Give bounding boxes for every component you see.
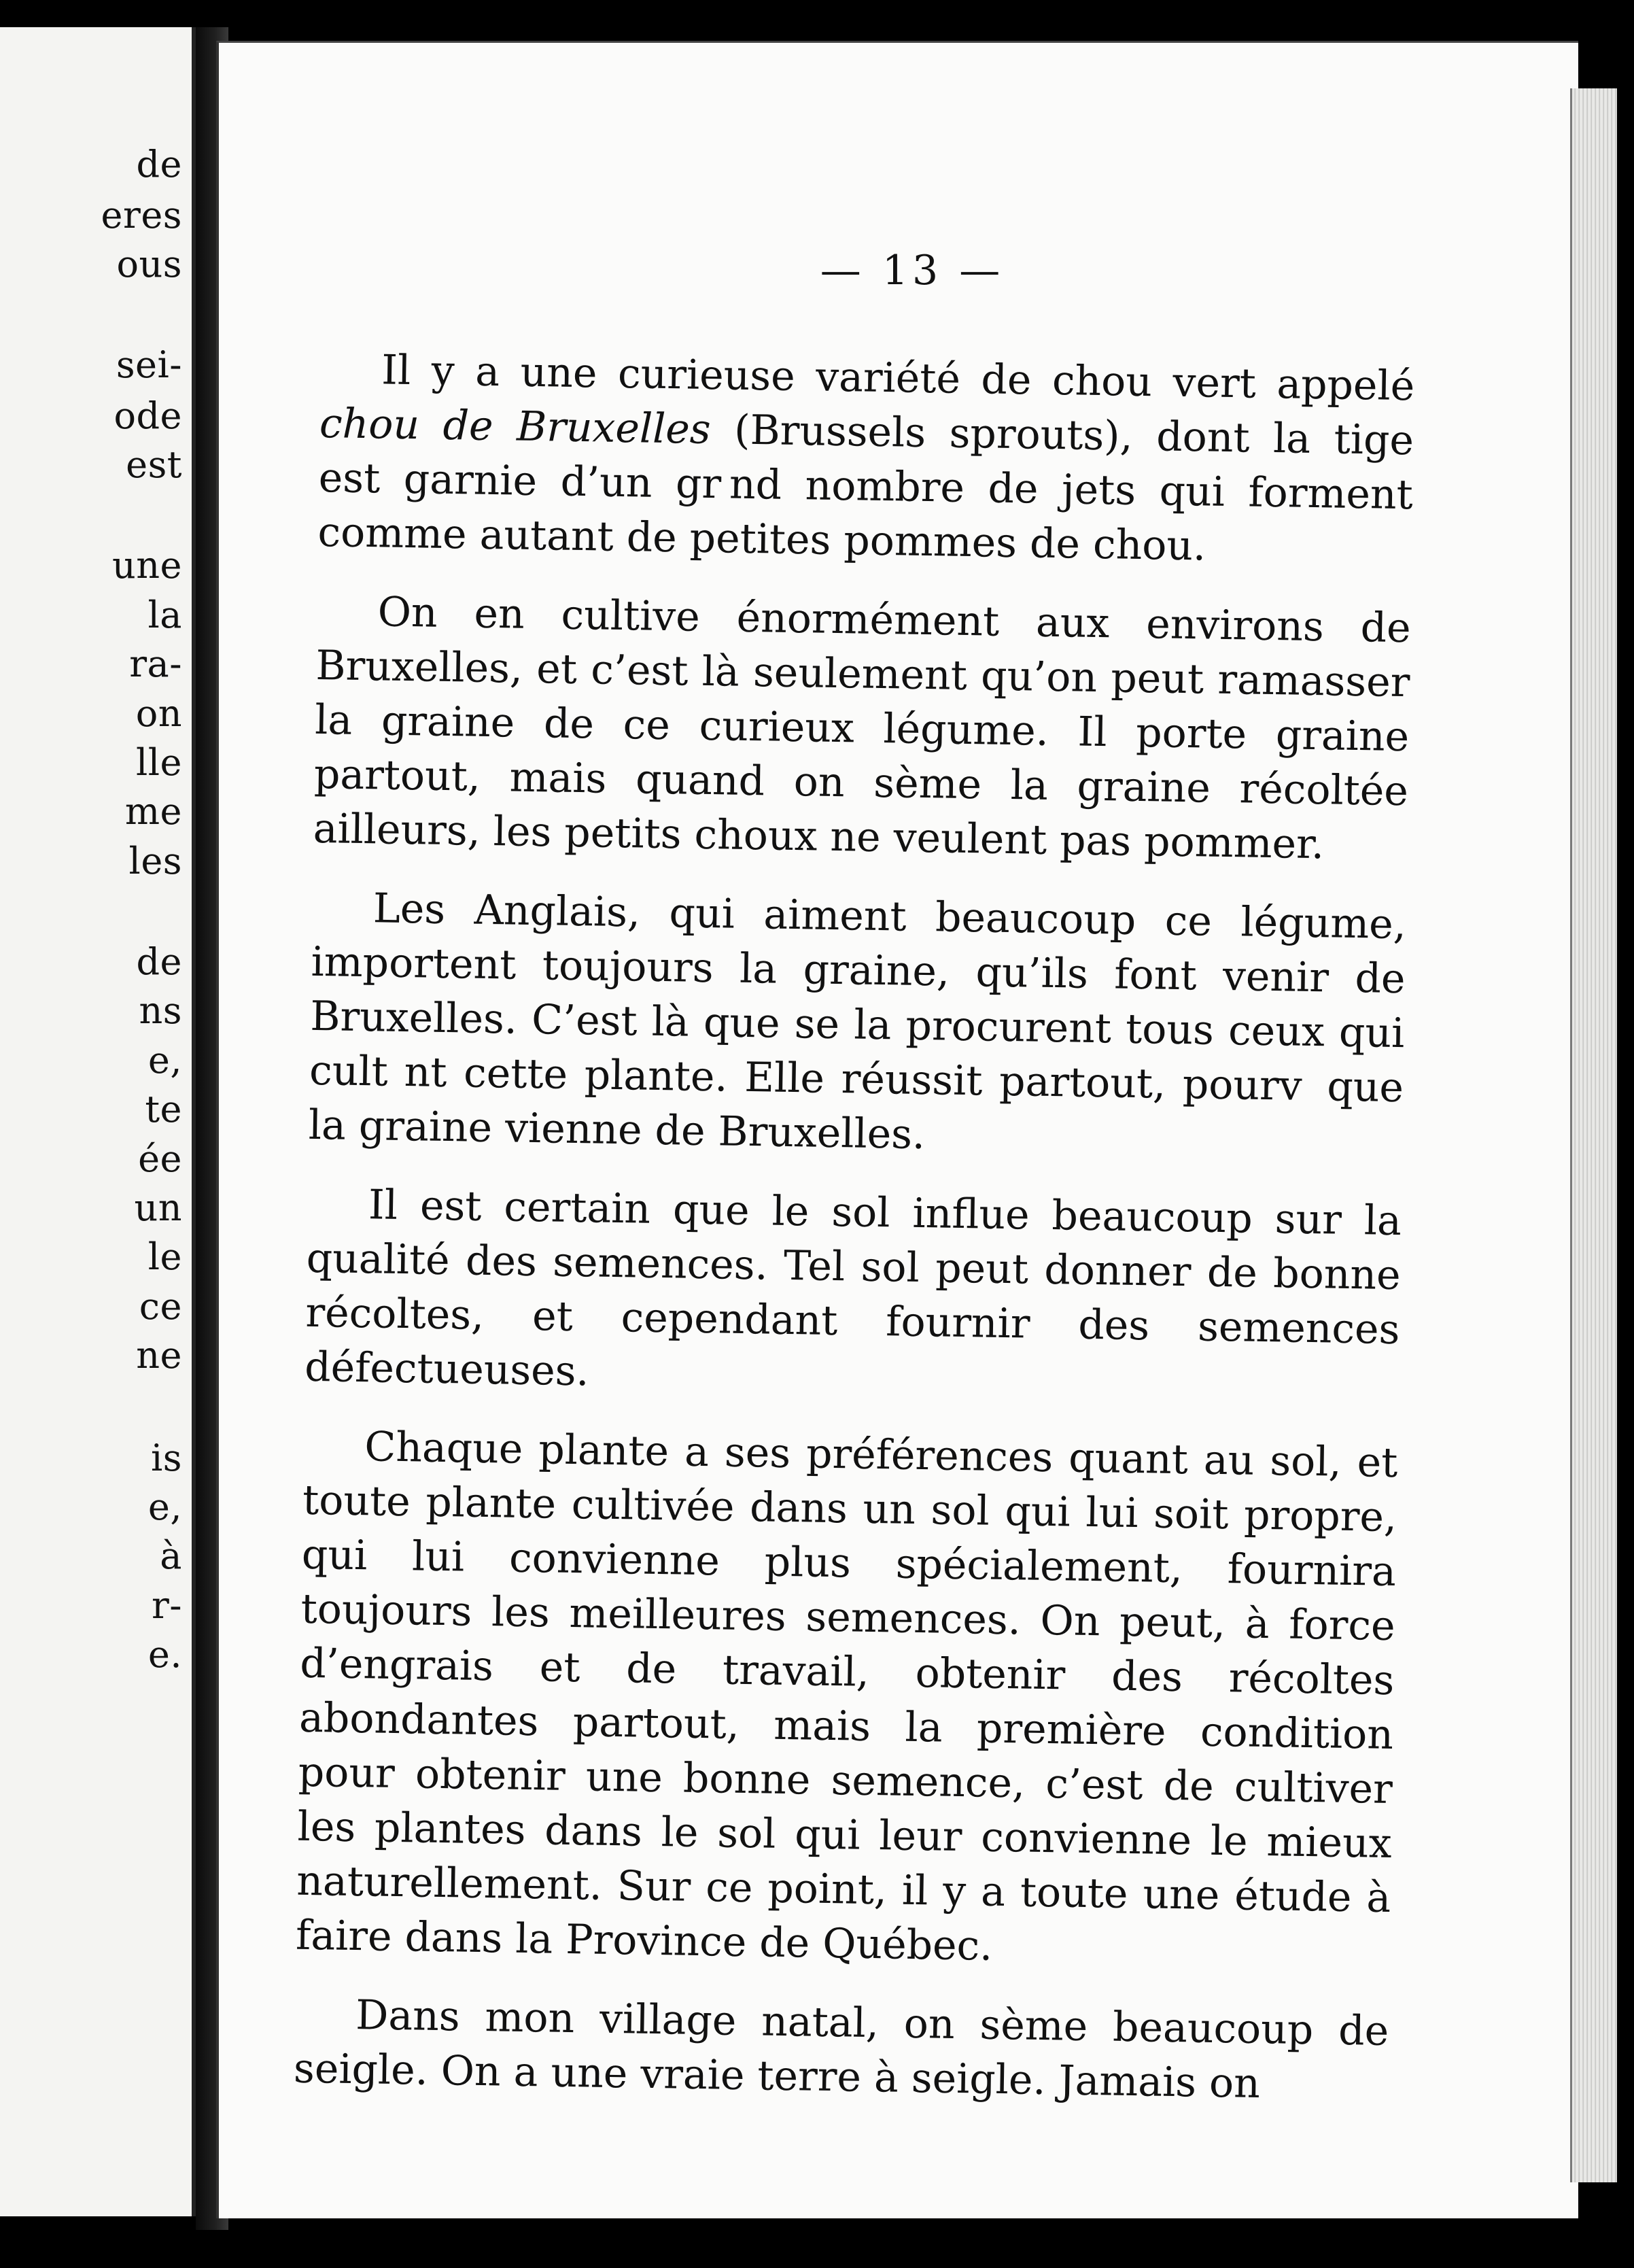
italic-term: chou de Bruxelles: [319, 399, 712, 454]
left-page-fragment: est: [126, 443, 182, 486]
paragraph: On en cultive énormément aux environs de Bruxelles, et c’est là seulement qu’on peut ramasser la graine de ce curieux légume. Il porte graine partout, mais quand on sème la graine récoltée ailleurs, les petits choux ne veulent pas pommer.: [313, 588, 1412, 869]
left-page-fragment: sei-: [116, 343, 182, 386]
left-page-fragment: ce: [139, 1285, 182, 1328]
left-page-fragment: de: [136, 940, 182, 983]
left-page-fragment: is: [151, 1437, 182, 1479]
left-page-fragment: eres: [101, 194, 182, 237]
left-page-fragment: e,: [147, 1039, 182, 1082]
left-page-fragment: un: [134, 1186, 182, 1229]
left-page-fragment: la: [147, 594, 182, 636]
main-page: [216, 41, 1578, 2218]
left-page-fragment: on: [135, 692, 182, 735]
left-page-fragment: ous: [116, 243, 182, 286]
left-page-fragment: ne: [136, 1334, 182, 1377]
left-page-fragment: les: [128, 840, 182, 882]
paragraph: Les Anglais, qui aiment beaucoup ce légume, importent toujours la graine, qu’ils font venir de Bruxelles. C’est là que se la procurent tous ceux qui cult nt cette plante. Elle réussit partout, pourv que la graine vienne de Bruxelles.: [308, 884, 1407, 1159]
left-page-fragment: r-: [151, 1584, 182, 1627]
left-page-fragment: le: [147, 1235, 182, 1278]
paragraph: Dans mon village natal, on sème beaucoup de seigle. On a une vraie terre à seigle. Jamais on: [293, 1991, 1389, 2108]
left-page-fragment: de: [136, 143, 182, 186]
left-page-fragment: te: [145, 1088, 182, 1131]
left-page-fragment: e,: [147, 1485, 182, 1528]
left-page-fragment: ode: [114, 394, 182, 437]
left-page-fragment: lle: [136, 741, 182, 784]
paragraph: Chaque plante a ses préférences quant au sol, et toute plante cultivée dans un sol qui lui soit propre, qui lui convienne plus spécialement, fournira toujours les meilleures semences. On peut, à force d’engrais et de travail, obtenir des récoltes abondantes partout, mais la première condition pour obtenir une bonne semence, c’est de cultiver les plantes dans le sol qui leur convienne le mieux naturellement. Sur ce point, il y a toute une étude à faire dans la Province de Québec.: [295, 1423, 1398, 1970]
stacked-page-edges: [1570, 88, 1617, 2182]
left-facing-page: [0, 27, 196, 2216]
left-page-fragment: me: [124, 790, 182, 833]
left-page-fragment: ée: [138, 1137, 182, 1180]
left-page-fragment: une: [111, 544, 182, 587]
body-text: [293, 342, 1415, 2137]
left-page-fragment: ra-: [129, 642, 182, 685]
left-page-fragment: e.: [147, 1633, 182, 1676]
left-page-fragment: à: [160, 1534, 182, 1577]
page-number: — 13 —: [820, 247, 1005, 294]
paragraph: [317, 342, 1415, 577]
paragraph: Il est certain que le sol influe beaucoup sur la qualité des semences. Tel sol peut donner de bonne récoltes, et cependant fournir des semences défectueuses.: [304, 1181, 1402, 1396]
paragraph-lead: Il y a une curieuse variété de chou vert appelé: [381, 346, 1415, 411]
paragraph-rest: (Brussels sprouts), dont la tige est garnie d’un gr nd nombre de jets qui forment comme autant de petites pommes de chou.: [317, 406, 1414, 570]
left-page-fragment: ns: [139, 989, 182, 1032]
